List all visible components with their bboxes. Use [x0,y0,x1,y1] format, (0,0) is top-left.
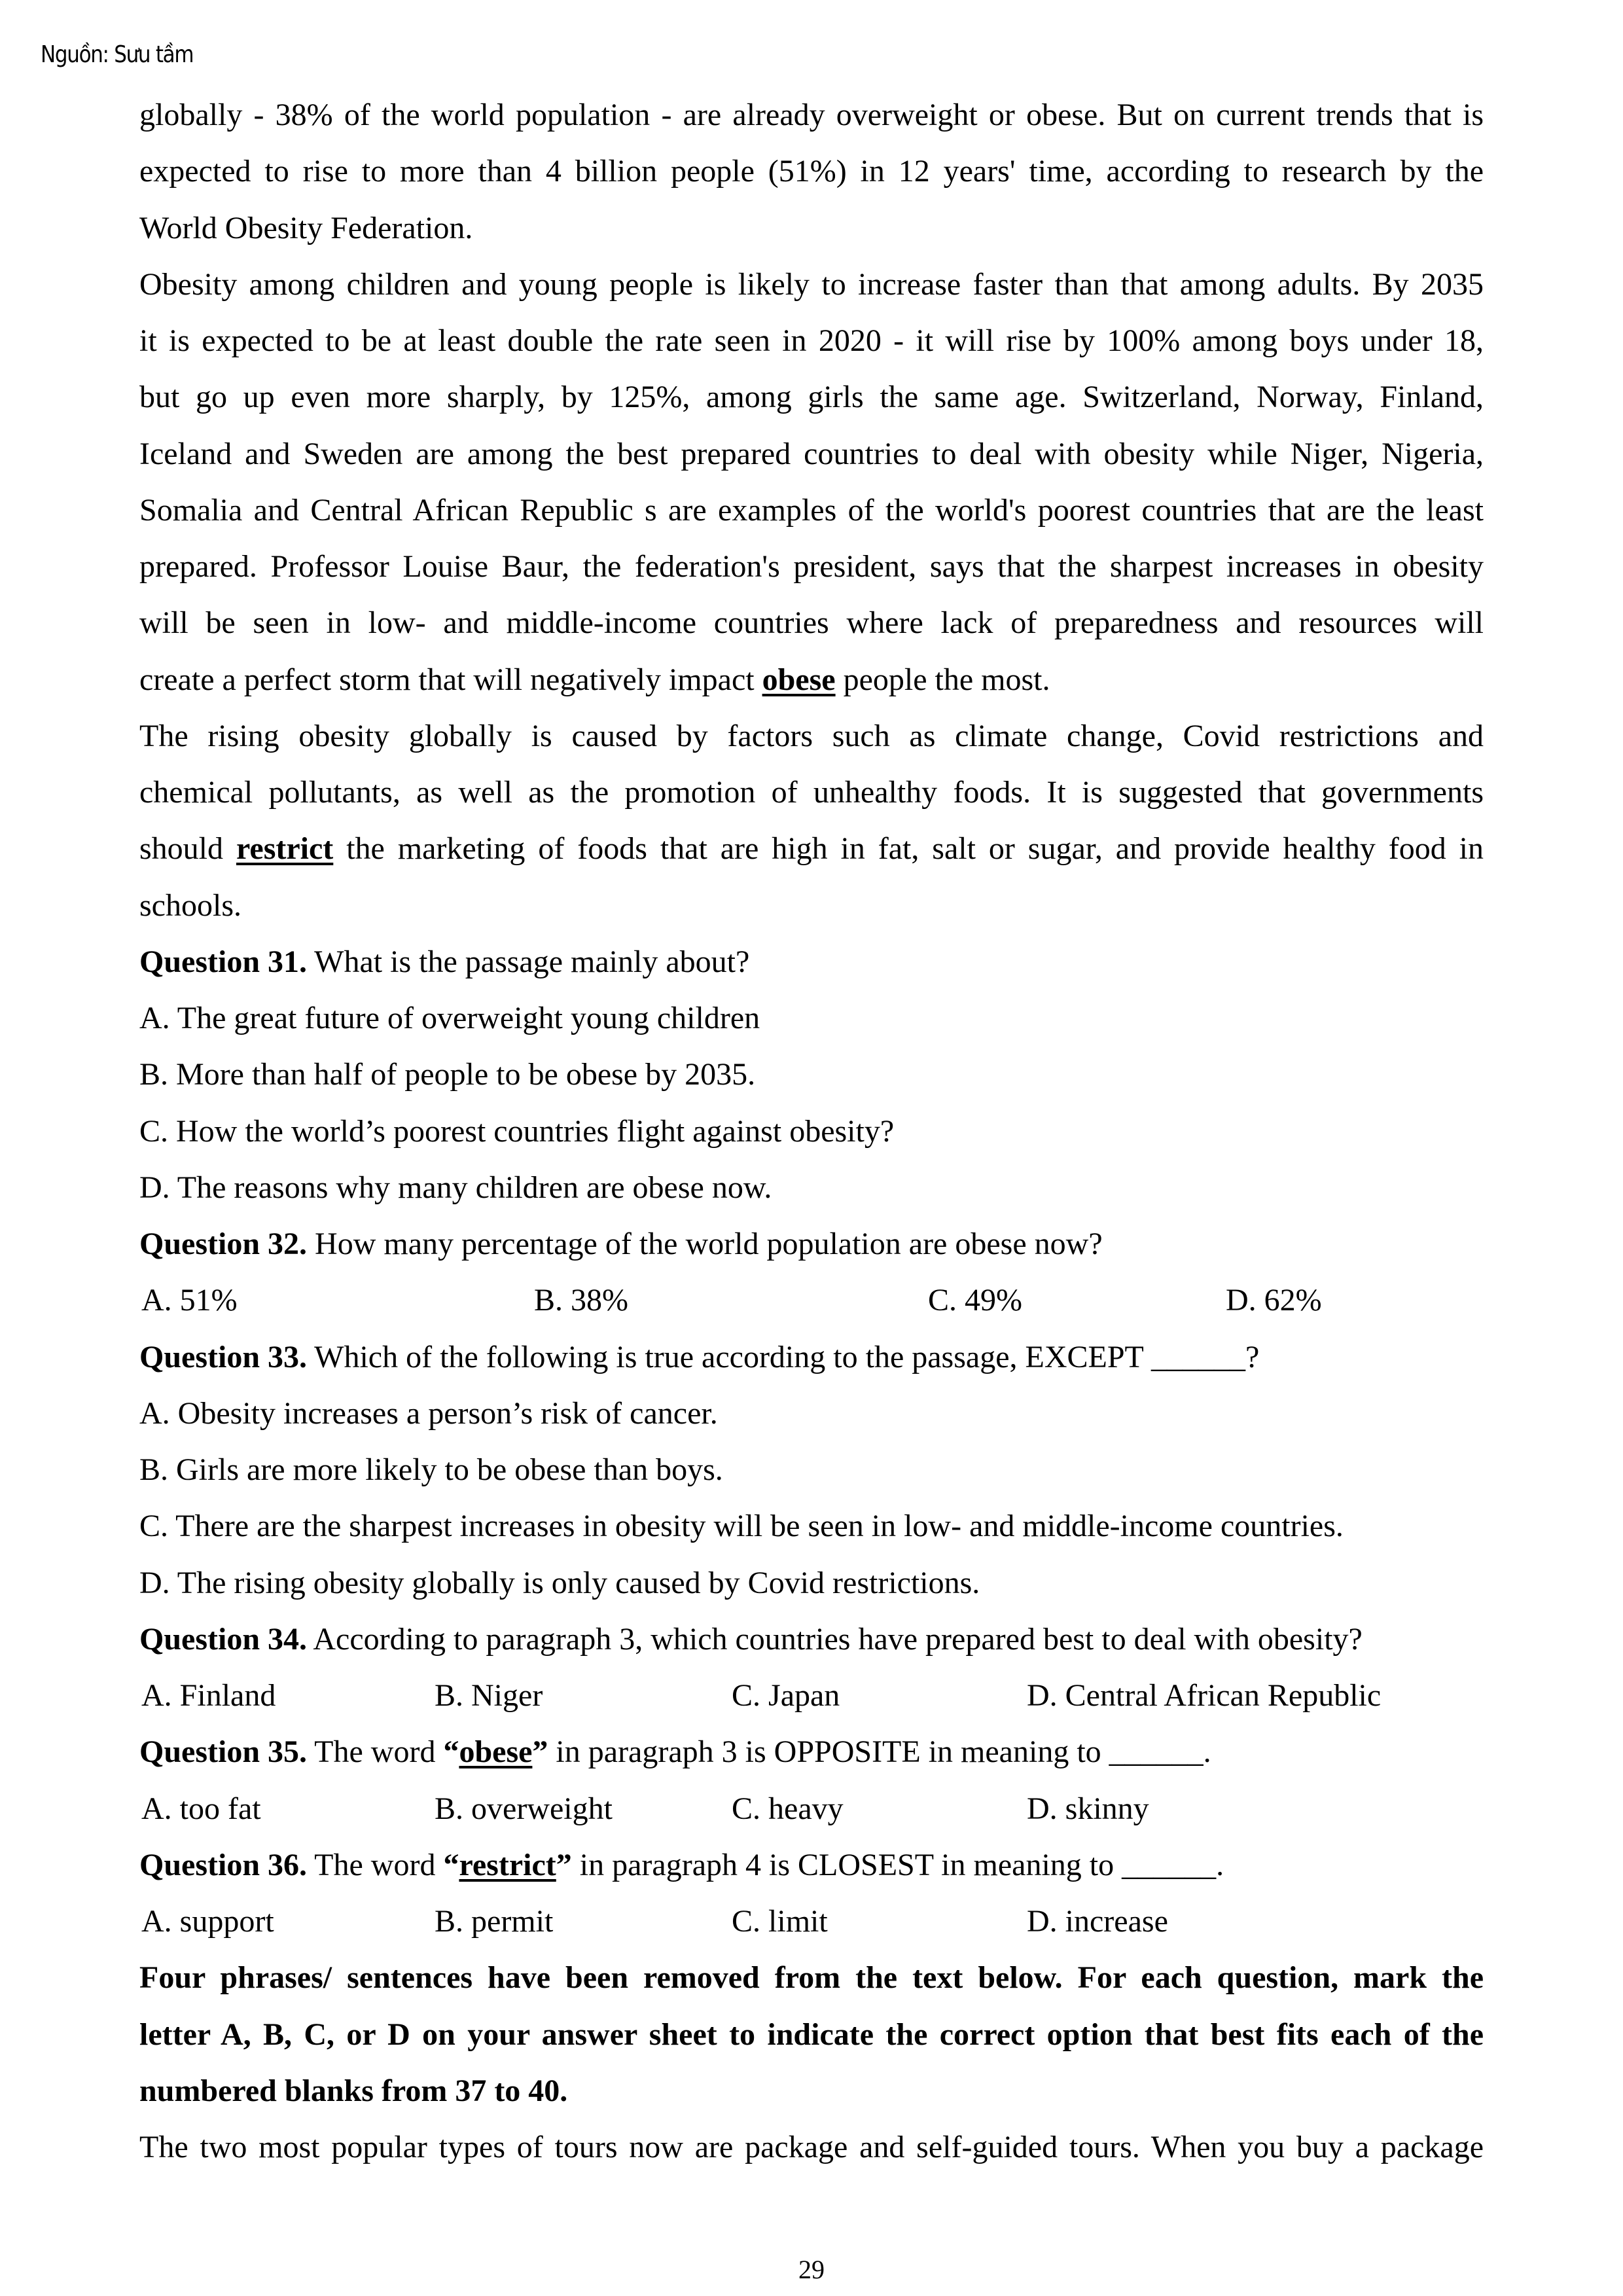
passage-line: will be seen in low- and middle-income countries where lack of preparedness and resources will [139,605,1484,641]
highlighted-word-obese: obese [762,662,836,697]
next-passage [139,2119,1484,2176]
question-text: The word [307,1734,444,1770]
question-33 [139,1329,1484,1611]
passage-line: expected to rise to more than 4 billion people (51%) in 12 years' time, according to research by the [139,154,1484,189]
answer-option-c[interactable]: C. limit [732,1904,828,1939]
instruction-line: numbered blanks from 37 to 40. [139,2073,568,2108]
passage-text: the marketing of foods that are high in fat, salt or sugar, and provide healthy food in [333,831,1484,867]
answer-option-a[interactable]: A. The great future of overweight young children [139,1001,760,1035]
answer-option-d[interactable]: D. skinny [1027,1791,1149,1826]
options-row [139,1781,1484,1837]
target-word-restrict: restrict [459,1847,556,1882]
passage-line: World Obesity Federation. [139,210,473,245]
question-text: in paragraph 3 is OPPOSITE in meaning to ______. [548,1734,1211,1770]
answer-option-a[interactable]: A. too fat [141,1791,261,1826]
question-label: Question 31. [139,944,308,979]
passage-text: people the most. [835,662,1050,697]
question-text: in paragraph 4 is CLOSEST in meaning to ______. [571,1847,1224,1882]
passage-line: but go up even more sharply, by 125%, among girls the same age. Switzerland, Norway, Finland, [139,380,1484,415]
question-text: According to paragraph 3, which countries have prepared best to deal with obesity? [307,1621,1363,1657]
answer-option-c[interactable]: C. Japan [732,1678,840,1713]
passage-paragraph-3 [139,708,1484,934]
answer-option-d[interactable]: D. Central African Republic [1027,1678,1382,1713]
question-stem [139,1329,1484,1386]
options-row [139,1893,1484,1950]
passage-text: create a perfect storm that will negatively impact [139,662,762,697]
answer-option-c[interactable]: C. 49% [928,1283,1022,1318]
passage-line: Somalia and Central African Republic s are examples of the world's poorest countries that are the least [139,492,1484,528]
answer-option-b[interactable]: B. 38% [534,1283,628,1318]
question-stem [139,1216,1484,1272]
open-quote: “ [443,1847,459,1882]
answer-option-b[interactable]: B. permit [435,1904,554,1939]
question-text: Which of the following is true according to the passage, EXCEPT ______? [307,1339,1260,1374]
question-text: The word [307,1847,444,1882]
answer-option-a[interactable]: A. support [141,1904,274,1939]
question-35 [139,1724,1484,1837]
passage-line: it is expected to be at least double the rate seen in 2020 - it will rise by 100% among boys under 18, [139,323,1484,358]
answer-option-d[interactable]: D. increase [1027,1904,1168,1939]
passage-line: Obesity among children and young people is likely to increase faster than that among adults. By 2035 [139,266,1484,302]
passage-paragraph-1 [139,87,1484,257]
answer-option-c[interactable]: C. How the world’s poorest countries flight against obesity? [139,1113,895,1149]
options-row [139,1668,1484,1724]
answer-option-d[interactable]: D. The reasons why many children are obese now. [139,1170,772,1205]
answer-option-b[interactable]: B. Girls are more likely to be obese than boys. [139,1452,723,1487]
question-stem [139,1837,1484,1893]
answer-option-b[interactable]: B. overweight [435,1791,613,1826]
question-label: Question 32. [139,1227,308,1261]
answer-option-d[interactable]: D. The rising obesity globally is only caused by Covid restrictions. [139,1565,980,1600]
question-label: Question 34. [139,1621,308,1657]
question-31 [139,934,1484,1216]
question-stem [139,934,1484,990]
answer-option-d[interactable]: D. 62% [1226,1283,1322,1318]
highlighted-word-restrict: restrict [236,831,334,867]
answer-option-c[interactable]: C. There are the sharpest increases in obesity will be seen in low- and middle-income countries. [139,1509,1344,1544]
question-36 [139,1837,1484,1950]
question-text: What is the passage mainly about? [307,944,750,979]
answer-option-c[interactable]: C. heavy [732,1791,844,1826]
passage-line [139,652,1484,708]
answer-option-b[interactable]: B. More than half of people to be obese by 2035. [139,1057,756,1092]
close-quote: ” [556,1847,572,1882]
question-stem [139,1611,1484,1668]
instruction-line: Four phrases/ sentences have been removed from the text below. For each question, mark the [139,1960,1484,1996]
document-content [139,87,1484,2176]
question-stem [139,1724,1484,1780]
passage-line: globally - 38% of the world population - are already overweight or obese. But on current trends that is [139,98,1484,132]
answer-option-a[interactable]: A. 51% [141,1283,238,1318]
instruction-line: letter A, B, C, or D on your answer sheet to indicate the correct option that best fits each of the [139,2017,1484,2052]
passage-text: should [139,831,236,867]
close-quote: ” [532,1734,548,1770]
passage-line: prepared. Professor Louise Baur, the federation's president, says that the sharpest increases in obesity [139,549,1484,584]
question-32 [139,1216,1484,1329]
passage-line [139,821,1484,877]
options-row [139,1272,1484,1329]
section-instruction [139,1950,1484,2119]
target-word-obese: obese [459,1734,533,1770]
question-text: How many percentage of the world population are obese now? [307,1227,1103,1261]
passage-line: The two most popular types of tours now are package and self-guided tours. When you buy a package [139,2130,1484,2164]
page-number: 29 [798,2255,825,2284]
source-header: Nguồn: Sưu tầm [41,41,194,68]
answer-option-b[interactable]: B. Niger [435,1678,543,1713]
passage-line: Iceland and Sweden are among the best prepared countries to deal with obesity while Niger, Nigeria, [139,436,1484,471]
question-label: Question 36. [139,1847,308,1882]
passage-line: The rising obesity globally is caused by factors such as climate change, Covid restrictions and [139,718,1484,753]
question-34 [139,1611,1484,1725]
passage-paragraph-2 [139,257,1484,708]
question-label: Question 33. [139,1339,308,1374]
answer-option-a[interactable]: A. Finland [141,1678,276,1713]
passage-line: schools. [139,888,241,923]
open-quote: “ [443,1734,459,1770]
passage-line: chemical pollutants, as well as the promotion of unhealthy foods. It is suggested that governments [139,775,1484,810]
question-label: Question 35. [139,1734,308,1770]
answer-option-a[interactable]: A. Obesity increases a person’s risk of cancer. [139,1395,718,1431]
